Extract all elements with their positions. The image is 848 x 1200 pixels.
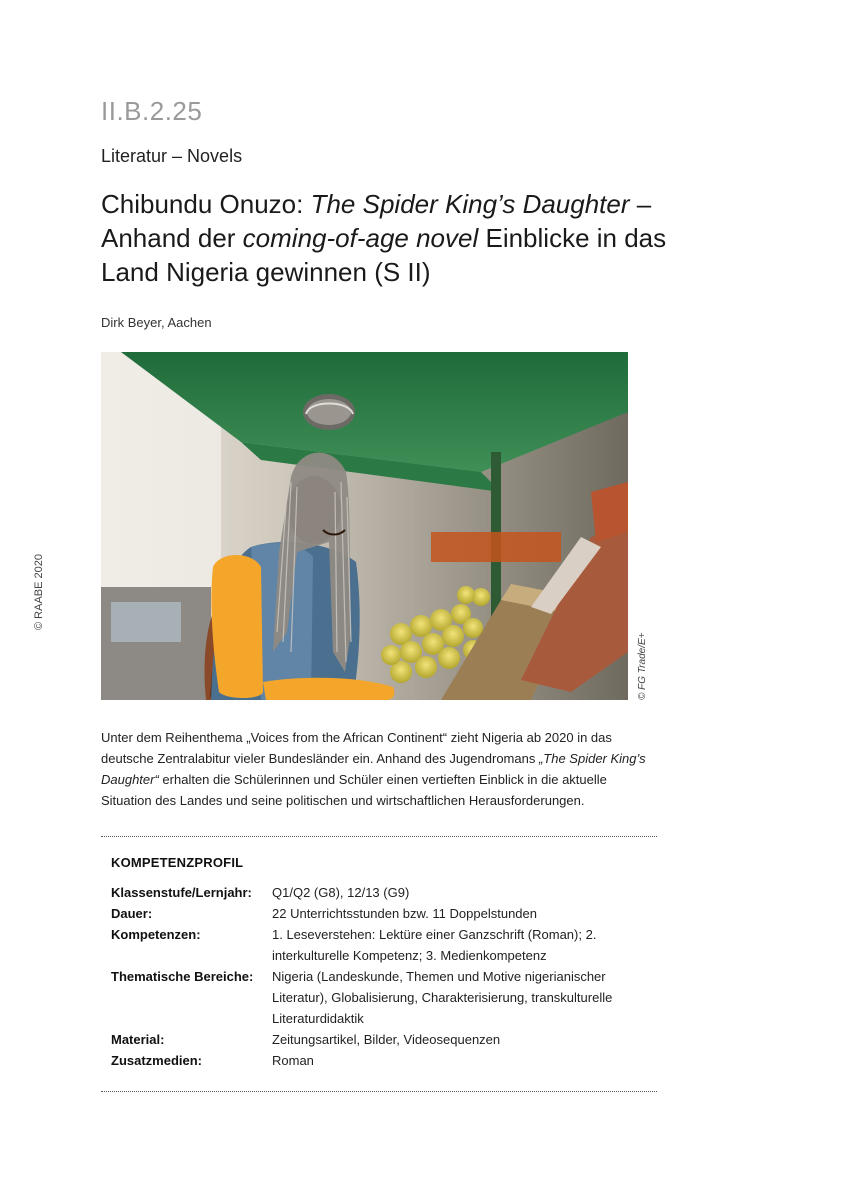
profile-value: 22 Unterrichtsstunden bzw. 11 Doppelstunden	[272, 906, 537, 921]
profile-row	[111, 882, 651, 903]
profile-label: Thematische Bereiche:	[111, 969, 254, 984]
profile-value: Roman	[272, 1053, 314, 1068]
divider-bottom	[101, 1091, 657, 1092]
profile-value: Nigeria (Landeskunde, Themen und Motive nigerianischer Literatur), Globalisierung, Charakterisierung, transkulturelle Literaturdidaktik	[272, 969, 613, 1026]
photo-credit: © FG Trade/E+	[637, 632, 648, 700]
intro-part-1: Unter dem Reihenthema „Voices from the African Continent“ zieht Nigeria ab 2020 in das deutsche Zentralabitur vieler Bundesländer ein. Anhand des Jugendromans	[101, 730, 612, 766]
profile-label: Dauer:	[111, 906, 153, 921]
kompetenzprofil-heading: KOMPETENZPROFIL	[111, 855, 244, 870]
profile-label: Zusatzmedien:	[111, 1053, 203, 1068]
profile-value: Q1/Q2 (G8), 12/13 (G9)	[272, 885, 410, 900]
title-part-3: Einblicke in das Land Nigeria gewinnen (S II)	[101, 223, 667, 287]
intro-paragraph	[101, 727, 661, 811]
title-part-2: – Anhand der	[101, 189, 652, 253]
divider-top	[101, 836, 657, 837]
author-line: Dirk Beyer, Aachen	[101, 315, 212, 330]
title-italic-2: coming-of-age novel	[242, 223, 479, 253]
title-italic-1: The Spider King’s Daughter	[310, 189, 630, 219]
page-title	[101, 187, 721, 289]
profile-value: 1. Leseverstehen: Lektüre einer Ganzschrift (Roman); 2. interkulturelle Kompetenz; 3. Medienkompetenz	[272, 927, 597, 963]
profile-row	[111, 966, 651, 1029]
unit-code: II.B.2.25	[101, 96, 203, 126]
profile-row	[111, 1050, 651, 1071]
profile-label: Kompetenzen:	[111, 927, 201, 942]
side-copyright: © RAABE 2020	[33, 554, 45, 630]
intro-italic: „The Spider King’s Daughter“	[101, 751, 646, 787]
profile-value: Zeitungsartikel, Bilder, Videosequenzen	[272, 1032, 501, 1047]
profile-row	[111, 1029, 651, 1050]
cover-photo	[101, 352, 628, 700]
kompetenzprofil-table	[111, 882, 651, 1071]
title-part-1: Chibundu Onuzo:	[101, 189, 311, 219]
profile-row	[111, 903, 651, 924]
series-label: Literatur – Novels	[101, 146, 243, 166]
intro-part-2: erhalten die Schülerinnen und Schüler einen vertieften Einblick in die aktuelle Situation des Landes und seine politischen und wirtschaftlichen Herausforderungen.	[101, 772, 607, 808]
profile-row	[111, 924, 651, 966]
profile-label: Klassenstufe/Lernjahr:	[111, 885, 252, 900]
profile-label: Material:	[111, 1032, 165, 1047]
